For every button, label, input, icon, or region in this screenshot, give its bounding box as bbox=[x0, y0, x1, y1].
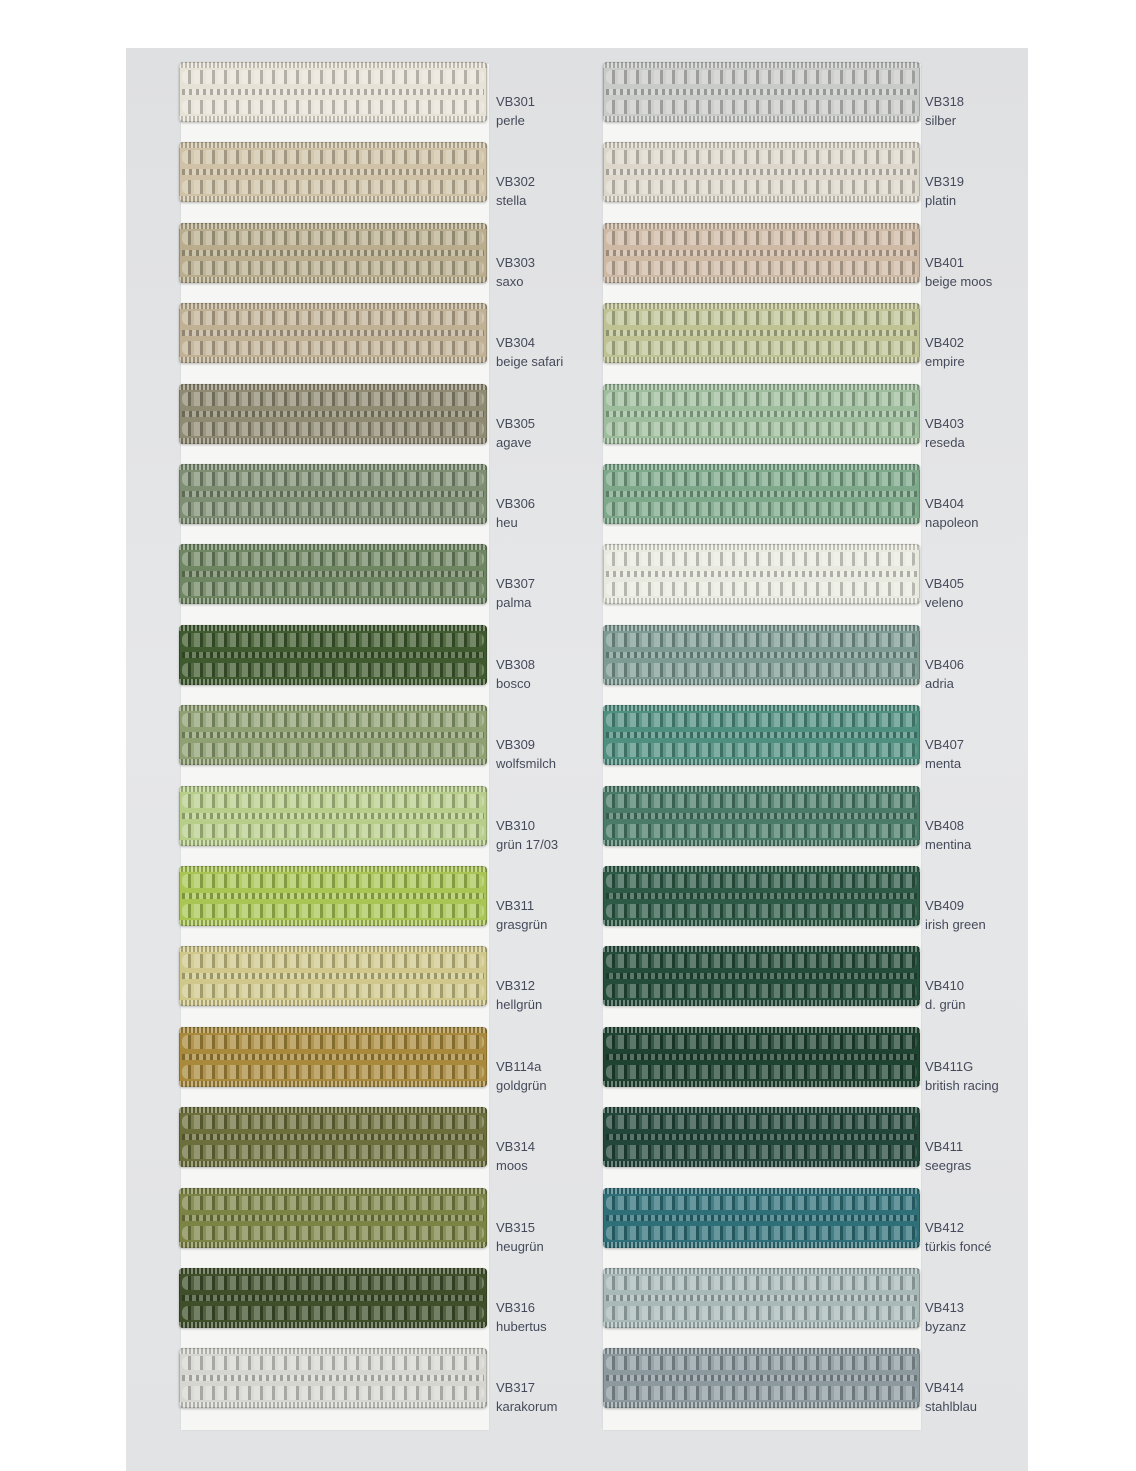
swatch-code: VB307 bbox=[496, 576, 536, 591]
swatch-color-name: beige safari bbox=[496, 354, 564, 369]
swatch-label bbox=[925, 655, 964, 693]
swatch-label bbox=[496, 1378, 557, 1416]
braid-sample bbox=[179, 625, 487, 685]
swatch-code: VB304 bbox=[496, 335, 536, 350]
braid-sample bbox=[603, 1268, 920, 1328]
swatch-label bbox=[496, 655, 535, 693]
swatch-label bbox=[925, 896, 986, 934]
swatch-label bbox=[925, 574, 964, 612]
swatch-label bbox=[925, 735, 964, 773]
swatch-color-name: mentina bbox=[925, 837, 972, 852]
swatch-code: VB316 bbox=[496, 1300, 536, 1315]
braid-sample bbox=[179, 62, 487, 122]
swatch-color-name: wolfsmilch bbox=[496, 756, 556, 771]
swatch-label bbox=[925, 333, 965, 371]
swatch-label bbox=[925, 816, 971, 854]
swatch-code: VB317 bbox=[496, 1380, 536, 1395]
swatch-label bbox=[496, 1137, 535, 1175]
braid-sample bbox=[603, 946, 920, 1006]
braid-sample bbox=[603, 223, 920, 283]
braid-sample bbox=[603, 464, 920, 524]
swatch-label bbox=[496, 976, 542, 1014]
swatch-label bbox=[925, 494, 979, 532]
swatch-label bbox=[925, 1057, 999, 1095]
swatch-color-name: perle bbox=[496, 113, 525, 128]
braid-sample bbox=[179, 1027, 487, 1087]
braid-sample bbox=[179, 1188, 487, 1248]
swatch-code: VB411G bbox=[925, 1059, 974, 1074]
swatch-label bbox=[925, 1137, 971, 1175]
swatch-color-name: veleno bbox=[925, 595, 964, 610]
braid-sample bbox=[179, 142, 487, 202]
swatch-code: VB306 bbox=[496, 496, 536, 511]
swatch-color-name: menta bbox=[925, 756, 962, 771]
braid-sample bbox=[179, 946, 487, 1006]
swatch-label bbox=[925, 1218, 991, 1256]
braid-sample bbox=[603, 1348, 920, 1408]
swatch-code: VB311 bbox=[496, 898, 535, 913]
braid-sample bbox=[603, 62, 920, 122]
swatch-code: VB413 bbox=[925, 1300, 965, 1315]
swatch-code: VB314 bbox=[496, 1139, 536, 1154]
swatch-label bbox=[496, 333, 563, 371]
swatch-label bbox=[496, 735, 556, 773]
swatch-color-name: grün 17/03 bbox=[496, 837, 559, 852]
swatch-color-name: platin bbox=[925, 193, 957, 208]
swatch-label bbox=[496, 414, 535, 452]
swatch-code: VB318 bbox=[925, 94, 965, 109]
swatch-color-name: d. grün bbox=[925, 997, 966, 1012]
swatch-label bbox=[496, 1057, 547, 1095]
swatch-label bbox=[925, 414, 965, 452]
swatch-code: VB308 bbox=[496, 657, 536, 672]
swatch-color-name: irish green bbox=[925, 917, 986, 932]
braid-sample bbox=[603, 142, 920, 202]
swatch-color-name: moos bbox=[496, 1158, 528, 1173]
swatch-color-name: napoleon bbox=[925, 515, 979, 530]
swatch-label bbox=[496, 253, 535, 291]
swatch-label bbox=[925, 976, 965, 1014]
braid-sample bbox=[603, 384, 920, 444]
swatch-color-name: seegras bbox=[925, 1158, 972, 1173]
braid-sample bbox=[603, 303, 920, 363]
swatch-code: VB409 bbox=[925, 898, 965, 913]
swatch-color-name: silber bbox=[925, 113, 957, 128]
swatch-color-name: türkis foncé bbox=[925, 1239, 992, 1254]
swatch-color-name: grasgrün bbox=[496, 917, 548, 932]
swatch-code: VB401 bbox=[925, 255, 965, 270]
swatch-color-name: karakorum bbox=[496, 1399, 558, 1414]
swatch-color-name: byzanz bbox=[925, 1319, 967, 1334]
swatch-color-name: reseda bbox=[925, 435, 965, 450]
swatch-code: VB309 bbox=[496, 737, 536, 752]
braid-sample bbox=[179, 384, 487, 444]
swatch-label bbox=[496, 1298, 547, 1336]
swatch-color-name: empire bbox=[925, 354, 965, 369]
swatch-color-name: saxo bbox=[496, 274, 524, 289]
braid-sample bbox=[603, 1107, 920, 1167]
swatch-color-name: british racing bbox=[925, 1078, 999, 1093]
braid-sample bbox=[179, 705, 487, 765]
swatch-color-name: adria bbox=[925, 676, 954, 691]
braid-sample bbox=[603, 866, 920, 926]
swatch-label bbox=[496, 92, 535, 130]
swatch-code: VB408 bbox=[925, 818, 965, 833]
swatch-color-name: agave bbox=[496, 435, 532, 450]
swatch-color-name: bosco bbox=[496, 676, 531, 691]
swatch-code: VB406 bbox=[925, 657, 965, 672]
swatch-color-name: heugrün bbox=[496, 1239, 544, 1254]
swatch-code: VB305 bbox=[496, 416, 536, 431]
swatch-label bbox=[925, 253, 992, 291]
braid-sample bbox=[603, 625, 920, 685]
braid-sample bbox=[603, 1027, 920, 1087]
swatch-label bbox=[496, 896, 547, 934]
braid-sample bbox=[603, 705, 920, 765]
swatch-code: VB114a bbox=[496, 1059, 542, 1074]
braid-sample bbox=[179, 223, 487, 283]
swatch-code: VB404 bbox=[925, 496, 965, 511]
swatch-code: VB315 bbox=[496, 1220, 536, 1235]
swatch-color-name: goldgrün bbox=[496, 1078, 547, 1093]
braid-sample bbox=[179, 786, 487, 846]
braid-sample bbox=[179, 544, 487, 604]
swatch-color-name: heu bbox=[496, 515, 518, 530]
braid-sample bbox=[603, 1188, 920, 1248]
swatch-label bbox=[496, 574, 535, 612]
swatch-code: VB412 bbox=[925, 1220, 965, 1235]
swatch-label bbox=[496, 494, 535, 532]
braid-sample bbox=[179, 1107, 487, 1167]
swatch-code: VB310 bbox=[496, 818, 536, 833]
swatch-label bbox=[925, 1298, 966, 1336]
braid-sample bbox=[179, 1268, 487, 1328]
swatch-color-name: stahlblau bbox=[925, 1399, 978, 1414]
swatch-code: VB411 bbox=[925, 1139, 964, 1154]
swatch-label bbox=[496, 1218, 544, 1256]
swatch-code: VB410 bbox=[925, 978, 965, 993]
swatch-color-name: hellgrün bbox=[496, 997, 543, 1012]
swatch-color-name: beige moos bbox=[925, 274, 993, 289]
swatch-color-name: stella bbox=[496, 193, 527, 208]
swatch-code: VB403 bbox=[925, 416, 965, 431]
braid-sample bbox=[603, 786, 920, 846]
swatch-code: VB414 bbox=[925, 1380, 965, 1395]
swatch-code: VB303 bbox=[496, 255, 536, 270]
swatch-color-name: palma bbox=[496, 595, 532, 610]
swatch-label bbox=[496, 816, 558, 854]
braid-sample bbox=[179, 1348, 487, 1408]
swatch-label bbox=[925, 92, 964, 130]
swatch-code: VB312 bbox=[496, 978, 536, 993]
swatch-label bbox=[496, 172, 535, 210]
swatch-label bbox=[925, 1378, 977, 1416]
swatch-code: VB302 bbox=[496, 174, 536, 189]
swatch-label bbox=[925, 172, 964, 210]
braid-sample bbox=[179, 303, 487, 363]
braid-sample bbox=[603, 544, 920, 604]
swatch-code: VB301 bbox=[496, 94, 536, 109]
swatch-code: VB319 bbox=[925, 174, 965, 189]
braid-sample bbox=[179, 866, 487, 926]
swatch-color-name: hubertus bbox=[496, 1319, 547, 1334]
swatch-code: VB407 bbox=[925, 737, 965, 752]
swatch-code: VB402 bbox=[925, 335, 965, 350]
swatch-code: VB405 bbox=[925, 576, 965, 591]
braid-sample bbox=[179, 464, 487, 524]
